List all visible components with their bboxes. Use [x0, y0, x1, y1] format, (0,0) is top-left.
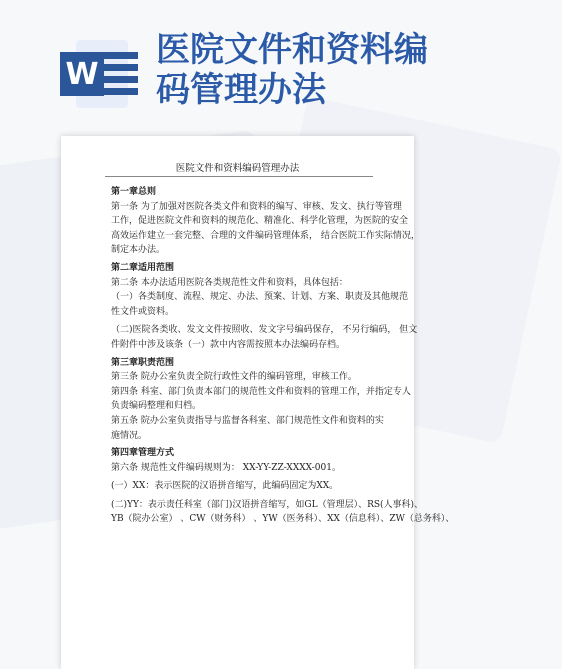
page-title	[156, 30, 456, 110]
document-line: （二)医院各类收、发文文件按照收、发文字号编码保存， 不另行编码， 但文	[111, 325, 418, 336]
document-line: 第四条 科室、部门负责本部门的规范性文件和资料的管理工作，并指定专人	[111, 386, 411, 397]
document-line: 施情况。	[111, 430, 148, 441]
document-line: (二)YY：表示责任科室（部门)汉语拼音缩写，如GL（管理层）、RS(人事科)、	[111, 499, 424, 510]
document-line: 负责编码整理和归档。	[111, 401, 202, 412]
page-title-line-1: 医院文件和资料编	[156, 30, 428, 70]
word-icon	[60, 40, 128, 108]
document-line: 第一条 为了加强对医院各类文件和资料的编写、审核、发文、执行等管理	[111, 201, 402, 212]
document-page	[61, 136, 455, 669]
section-heading: 第四章管理方式	[111, 448, 175, 459]
document-line: 第五条 院办公室负责指导与监督各科室、部门规范性文件和资料的实	[111, 415, 384, 426]
document-line: （一）各类制度、流程、规定、办法、预案、计划、方案、职责及其他规范	[111, 292, 409, 303]
section-heading: 第三章职责范围	[111, 357, 175, 368]
document-line: 高效运作建立一套完整、合理的文件编码管理体系， 结合医院工作实际情况，	[111, 230, 420, 241]
title-divider	[105, 176, 373, 177]
document-line: 第六条 规范性文件编码规则为： XX-YY-ZZ-XXXX-001。	[111, 462, 341, 473]
document-title: 医院文件和资料编码管理办法	[175, 163, 300, 174]
document-line: YB（院办公室） 、CW（财务科） 、YW（医务科）、XX（信息科）、ZW（总务科）、	[111, 514, 455, 525]
document-line: 性文件或资料。	[111, 306, 175, 317]
document-line: 件附件中涉及该条（一）款中内容需按照本办法编码存档。	[111, 339, 346, 350]
document-line: 第二条 本办法适用医院各类规范性文件和资料，具体包括：	[111, 277, 348, 288]
banner	[60, 30, 460, 130]
page-title-line-2: 码管理办法	[156, 70, 326, 110]
section-heading: 第一章总则	[111, 187, 157, 197]
document-line: 第三条 院办公室负责全院行政性文件的编码管理，审核工作。	[111, 372, 357, 383]
document-line: 制定本办法。	[111, 245, 166, 256]
document-line: (一）XX：表示医院的汉语拼音缩写，此编码固定为XX。	[111, 481, 339, 492]
document-body	[111, 182, 455, 527]
word-icon-letter: W	[60, 52, 104, 96]
section-heading: 第二章适用范围	[111, 262, 175, 273]
document-line: 工作，促进医院文件和资料的规范化、精准化、科学化管理，为医院的安全	[111, 216, 409, 227]
